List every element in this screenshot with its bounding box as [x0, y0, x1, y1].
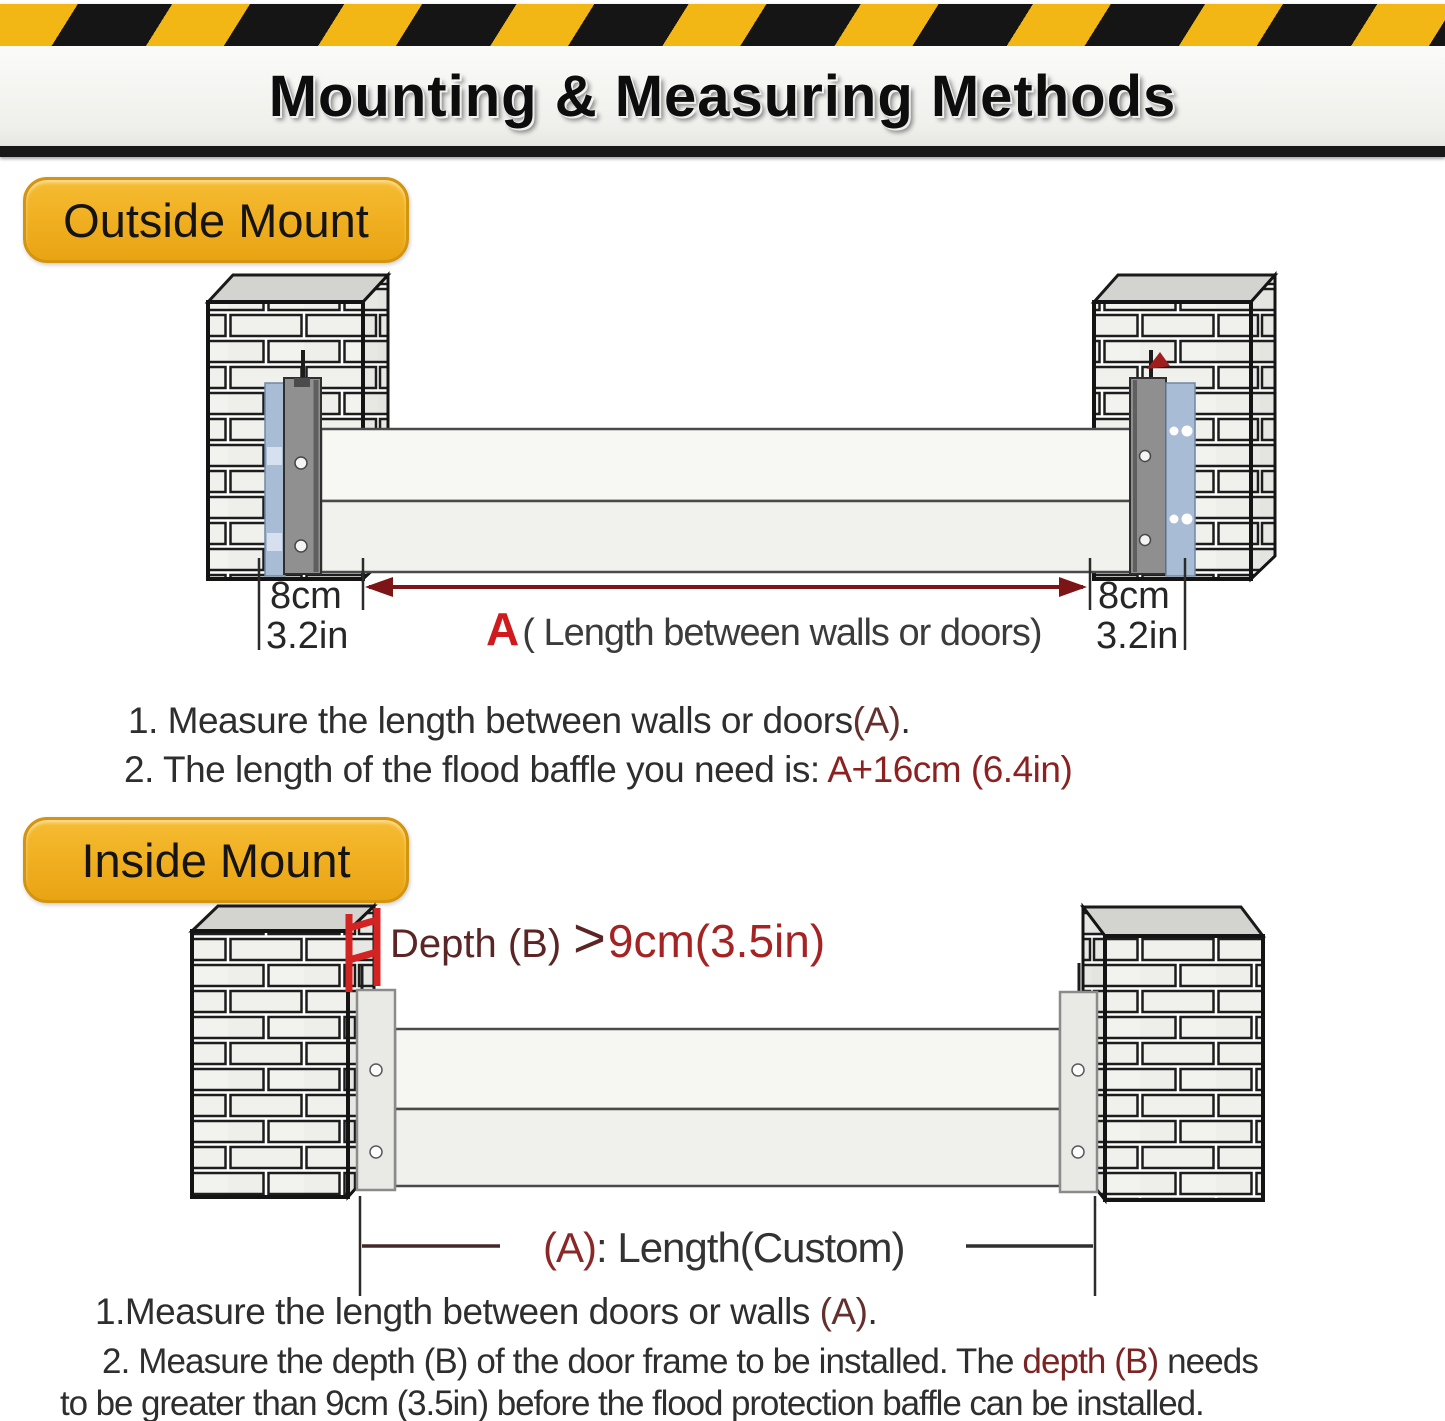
- inside-mount-badge-label: Inside Mount: [81, 833, 351, 887]
- title-band: [0, 46, 1445, 146]
- left-mounting-channel: [357, 964, 395, 1190]
- inside-step-2-line-2: to be greater than 9cm (3.5in) before the flood protection baffle can be installed.: [60, 1384, 1204, 1421]
- step-var-a: (A): [819, 1291, 868, 1332]
- right-offset-cm-label: 8cm: [1098, 575, 1170, 617]
- hazard-stripe-banner: [0, 4, 1445, 46]
- length-var: (A): [543, 1224, 596, 1271]
- width-arrow: [365, 577, 1087, 597]
- baffle-length-formula: A+16cm (6.4in): [827, 749, 1073, 790]
- dimension-marks: [360, 1196, 1095, 1296]
- right-offset-in-label: 3.2in: [1096, 615, 1179, 657]
- divider-bar: [0, 146, 1445, 157]
- page-title: Mounting & Measuring Methods: [268, 63, 1177, 129]
- left-seal-strip: [265, 383, 285, 576]
- outside-step-2: 2. The length of the flood baffle you need is: A+16cm (6.4in): [124, 749, 1073, 790]
- length-var: A: [486, 603, 520, 655]
- custom-length-label: [543, 1224, 904, 1271]
- left-mounting-channel: [284, 350, 321, 574]
- left-offset-in-label: 3.2in: [266, 615, 349, 657]
- inside-mount-diagram: [0, 890, 1445, 1300]
- length-a-label: [486, 603, 1042, 655]
- flood-barrier-panels: [321, 429, 1133, 572]
- inside-step-2-line-1: 2. Measure the depth (B) of the door frame to be installed. The depth (B) needs: [102, 1342, 1258, 1381]
- outside-step-1: 1. Measure the length between walls or doors(A).: [128, 700, 911, 741]
- step-var-a: (A): [852, 700, 901, 741]
- right-mounting-channel: [1060, 963, 1097, 1192]
- outside-mount-diagram: [0, 250, 1445, 670]
- outside-mount-badge-label: Outside Mount: [63, 193, 369, 247]
- depth-value: 9cm(3.5in): [607, 915, 826, 967]
- inside-step-1: 1.Measure the length between doors or walls (A).: [95, 1291, 878, 1332]
- left-offset-cm-label: 8cm: [270, 575, 342, 617]
- flood-barrier-panels: [395, 1029, 1060, 1186]
- depth-label: Depth (B): [390, 922, 562, 966]
- length-caption: : Length(Custom): [596, 1224, 905, 1271]
- depth-b-highlight: depth (B): [1022, 1342, 1159, 1381]
- right-mounting-channel: [1130, 350, 1166, 574]
- greater-than-symbol: >: [573, 906, 606, 969]
- depth-requirement-label: [390, 906, 825, 969]
- length-caption: ( Length between walls or doors): [522, 612, 1042, 654]
- right-brick-pillar: [1083, 907, 1263, 1200]
